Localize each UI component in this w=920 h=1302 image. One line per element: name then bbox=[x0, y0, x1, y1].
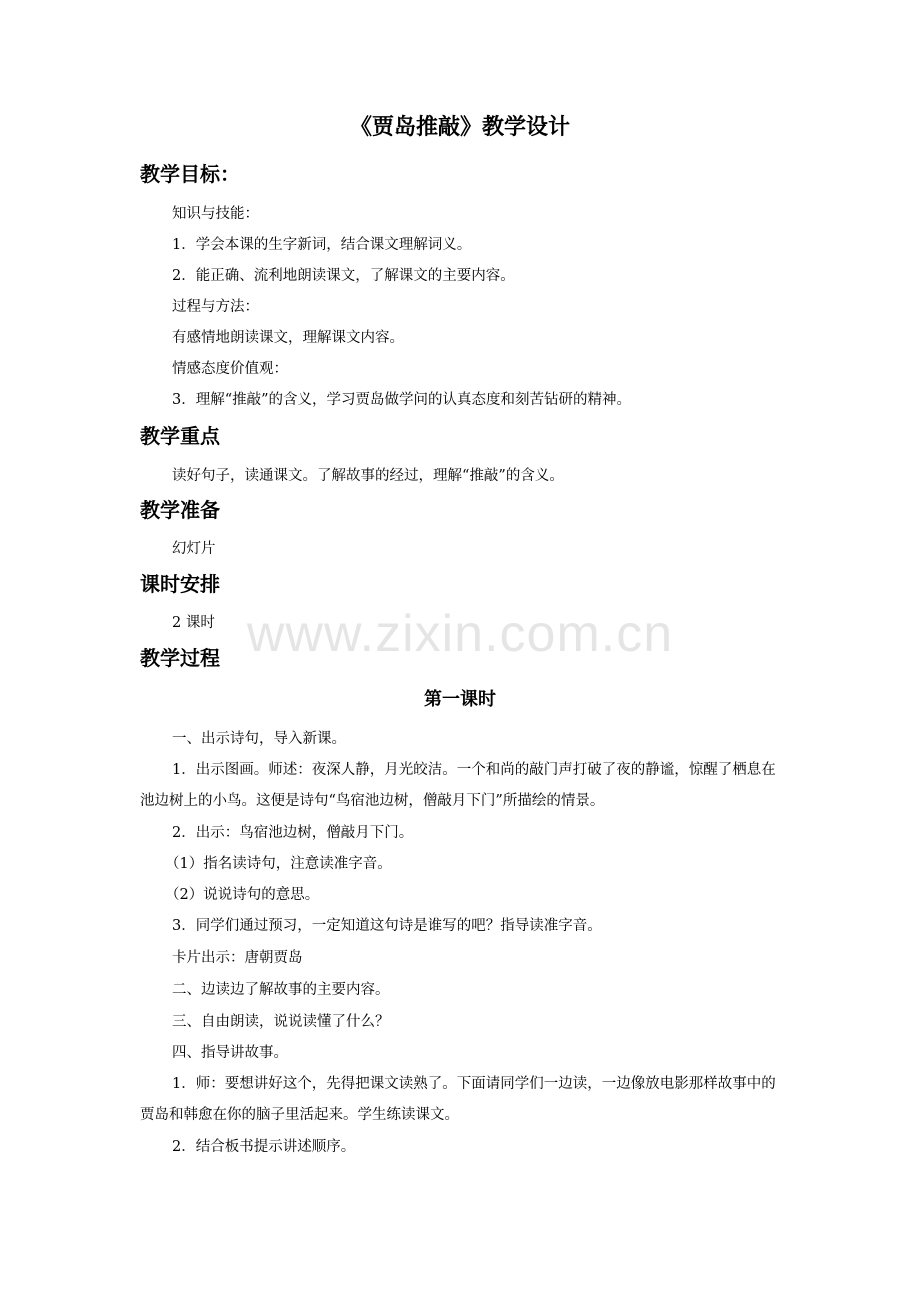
process-line: 2．出示：鸟宿池边树，僧敲月下门。 bbox=[172, 825, 414, 841]
process-line: 四、指导讲故事。 bbox=[172, 1045, 288, 1061]
process-paragraph: 1．师：要想讲好这个，先得把课文读熟了。下面请同学们一边读，一边像放电影那样故事中的贾岛和韩愈在你的脑子里活起来。学生练读课文。 bbox=[140, 1076, 776, 1123]
key-points-text: 读好句子，读通课文。了解故事的经过，理解“推敲”的含义。 bbox=[172, 468, 564, 484]
goals-line: 有感情地朗读课文，理解课文内容。 bbox=[172, 330, 404, 346]
goals-line: 过程与方法： bbox=[172, 299, 259, 315]
process-line: 一、出示诗句，导入新课。 bbox=[172, 731, 346, 747]
process-line: 三、自由朗读，说说读懂了什么？ bbox=[172, 1014, 390, 1030]
document-title: 《贾岛推敲》教学设计 bbox=[349, 115, 570, 140]
goals-line: 2．能正确、流利地朗读课文，了解课文的主要内容。 bbox=[172, 268, 515, 284]
goals-line: 1．学会本课的生字新词，结合课文理解词义。 bbox=[172, 237, 472, 253]
process-line: 3．同学们通过预习，一定知道这句诗是谁写的吧？指导读准字音。 bbox=[172, 918, 602, 934]
goals-line: 情感态度价值观： bbox=[172, 361, 288, 377]
preparation-text: 幻灯片 bbox=[172, 541, 216, 557]
process-line: （2）说说诗句的意思。 bbox=[165, 887, 320, 903]
process-line: （1）指名读诗句，注意读准字音。 bbox=[165, 856, 392, 872]
goals-line: 3．理解“推敲”的含义，学习贾岛做学问的认真态度和刻苦钻研的精神。 bbox=[172, 392, 632, 408]
heading-goals: 教学目标： bbox=[140, 162, 240, 186]
watermark: www.zixin.com.cn bbox=[246, 605, 674, 663]
process-line: 2．结合板书提示讲述顺序。 bbox=[172, 1139, 356, 1155]
heading-process: 教学过程 bbox=[140, 646, 220, 670]
process-line: 卡片出示：唐朝贾岛 bbox=[172, 950, 303, 966]
lesson-title: 第一课时 bbox=[424, 689, 496, 710]
process-paragraph: 1．出示图画。师述：夜深人静，月光皎洁。一个和尚的敲门声打破了夜的静谧，惊醒了栖息在池边树上的小鸟。这便是诗句“鸟宿池边树，僧敲月下门”所描绘的情景。 bbox=[140, 762, 776, 809]
heading-preparation: 教学准备 bbox=[140, 498, 220, 522]
heading-key-points: 教学重点 bbox=[140, 424, 220, 448]
goals-line: 知识与技能： bbox=[172, 206, 259, 222]
process-line: 二、边读边了解故事的主要内容。 bbox=[172, 982, 390, 998]
heading-schedule: 课时安排 bbox=[140, 572, 220, 596]
schedule-text: 2 课时 bbox=[172, 615, 215, 631]
